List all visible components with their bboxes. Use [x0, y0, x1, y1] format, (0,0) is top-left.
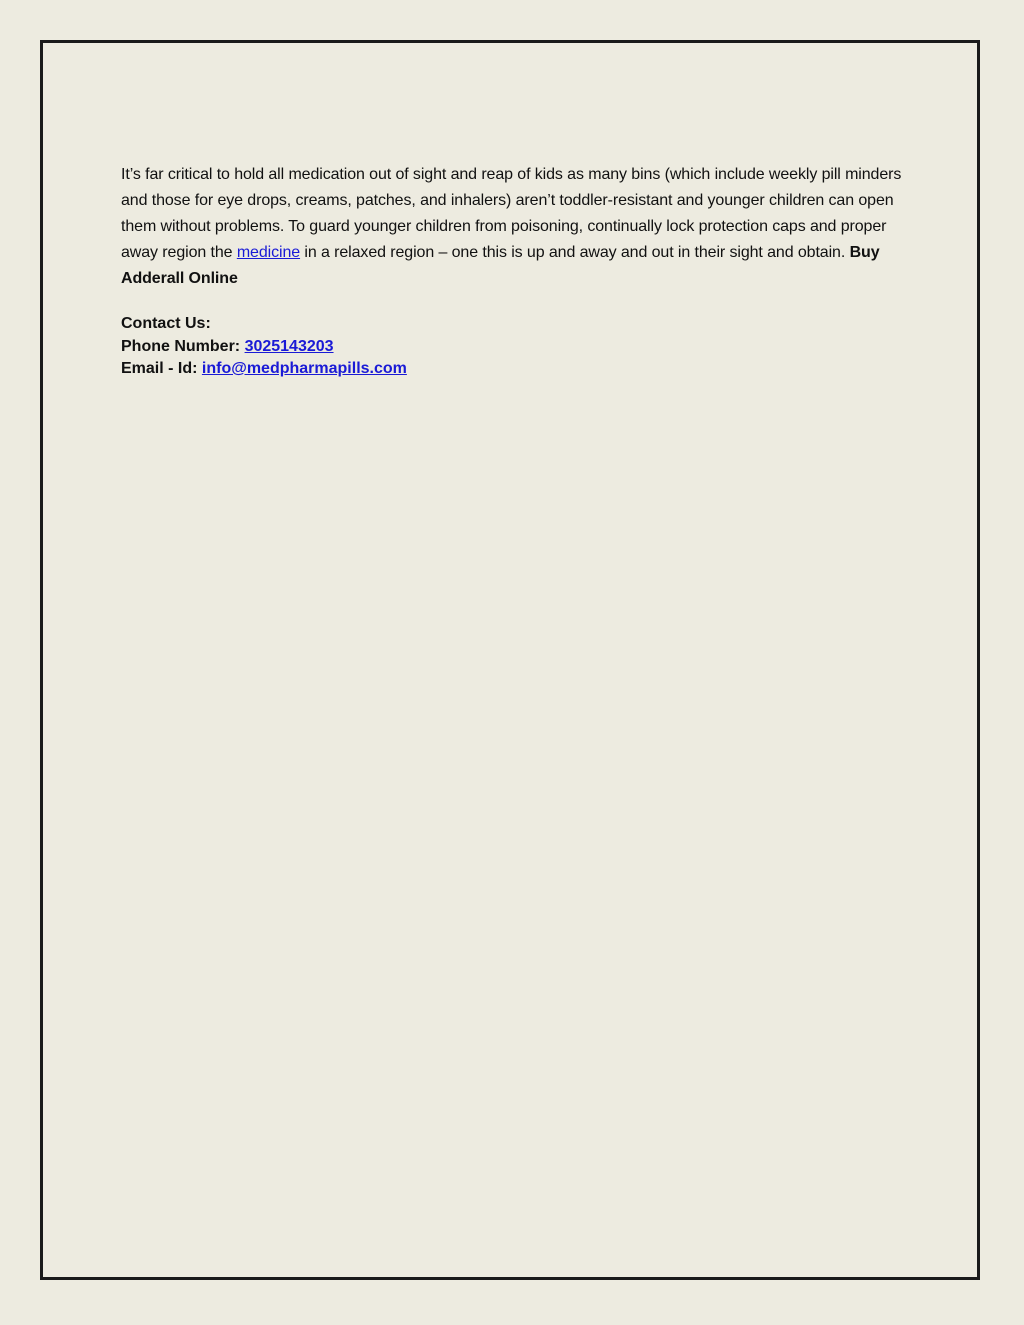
phone-link[interactable]: 3025143203 — [244, 337, 334, 355]
paragraph-text-end: in a relaxed region – one this is up and away and out in their sight and obtain. — [300, 244, 850, 261]
medicine-link[interactable]: medicine — [236, 244, 301, 261]
email-line — [121, 358, 911, 381]
buy-adderall-text: Buy Adderall Online — [121, 244, 880, 287]
contact-heading: Contact Us: — [121, 315, 211, 332]
document-body — [121, 162, 911, 381]
contact-section — [121, 313, 911, 381]
paragraph-text-start: It’s far critical to hold all medication out of sight and reap of kids as many bins (which include weekly pill minders and those for eye drops, creams, patches, and inhalers) aren’t toddler-resistant and younger children can open them without problems. To guard younger children from poisoning, continually lock protection caps and proper away region the — [121, 166, 902, 261]
email-link[interactable]: info@medpharmapills.com — [201, 360, 407, 377]
email-label: Email - Id: — [121, 360, 202, 377]
phone-label: Phone Number: — [121, 337, 245, 355]
phone-line — [121, 336, 911, 359]
body-paragraph — [121, 162, 911, 292]
